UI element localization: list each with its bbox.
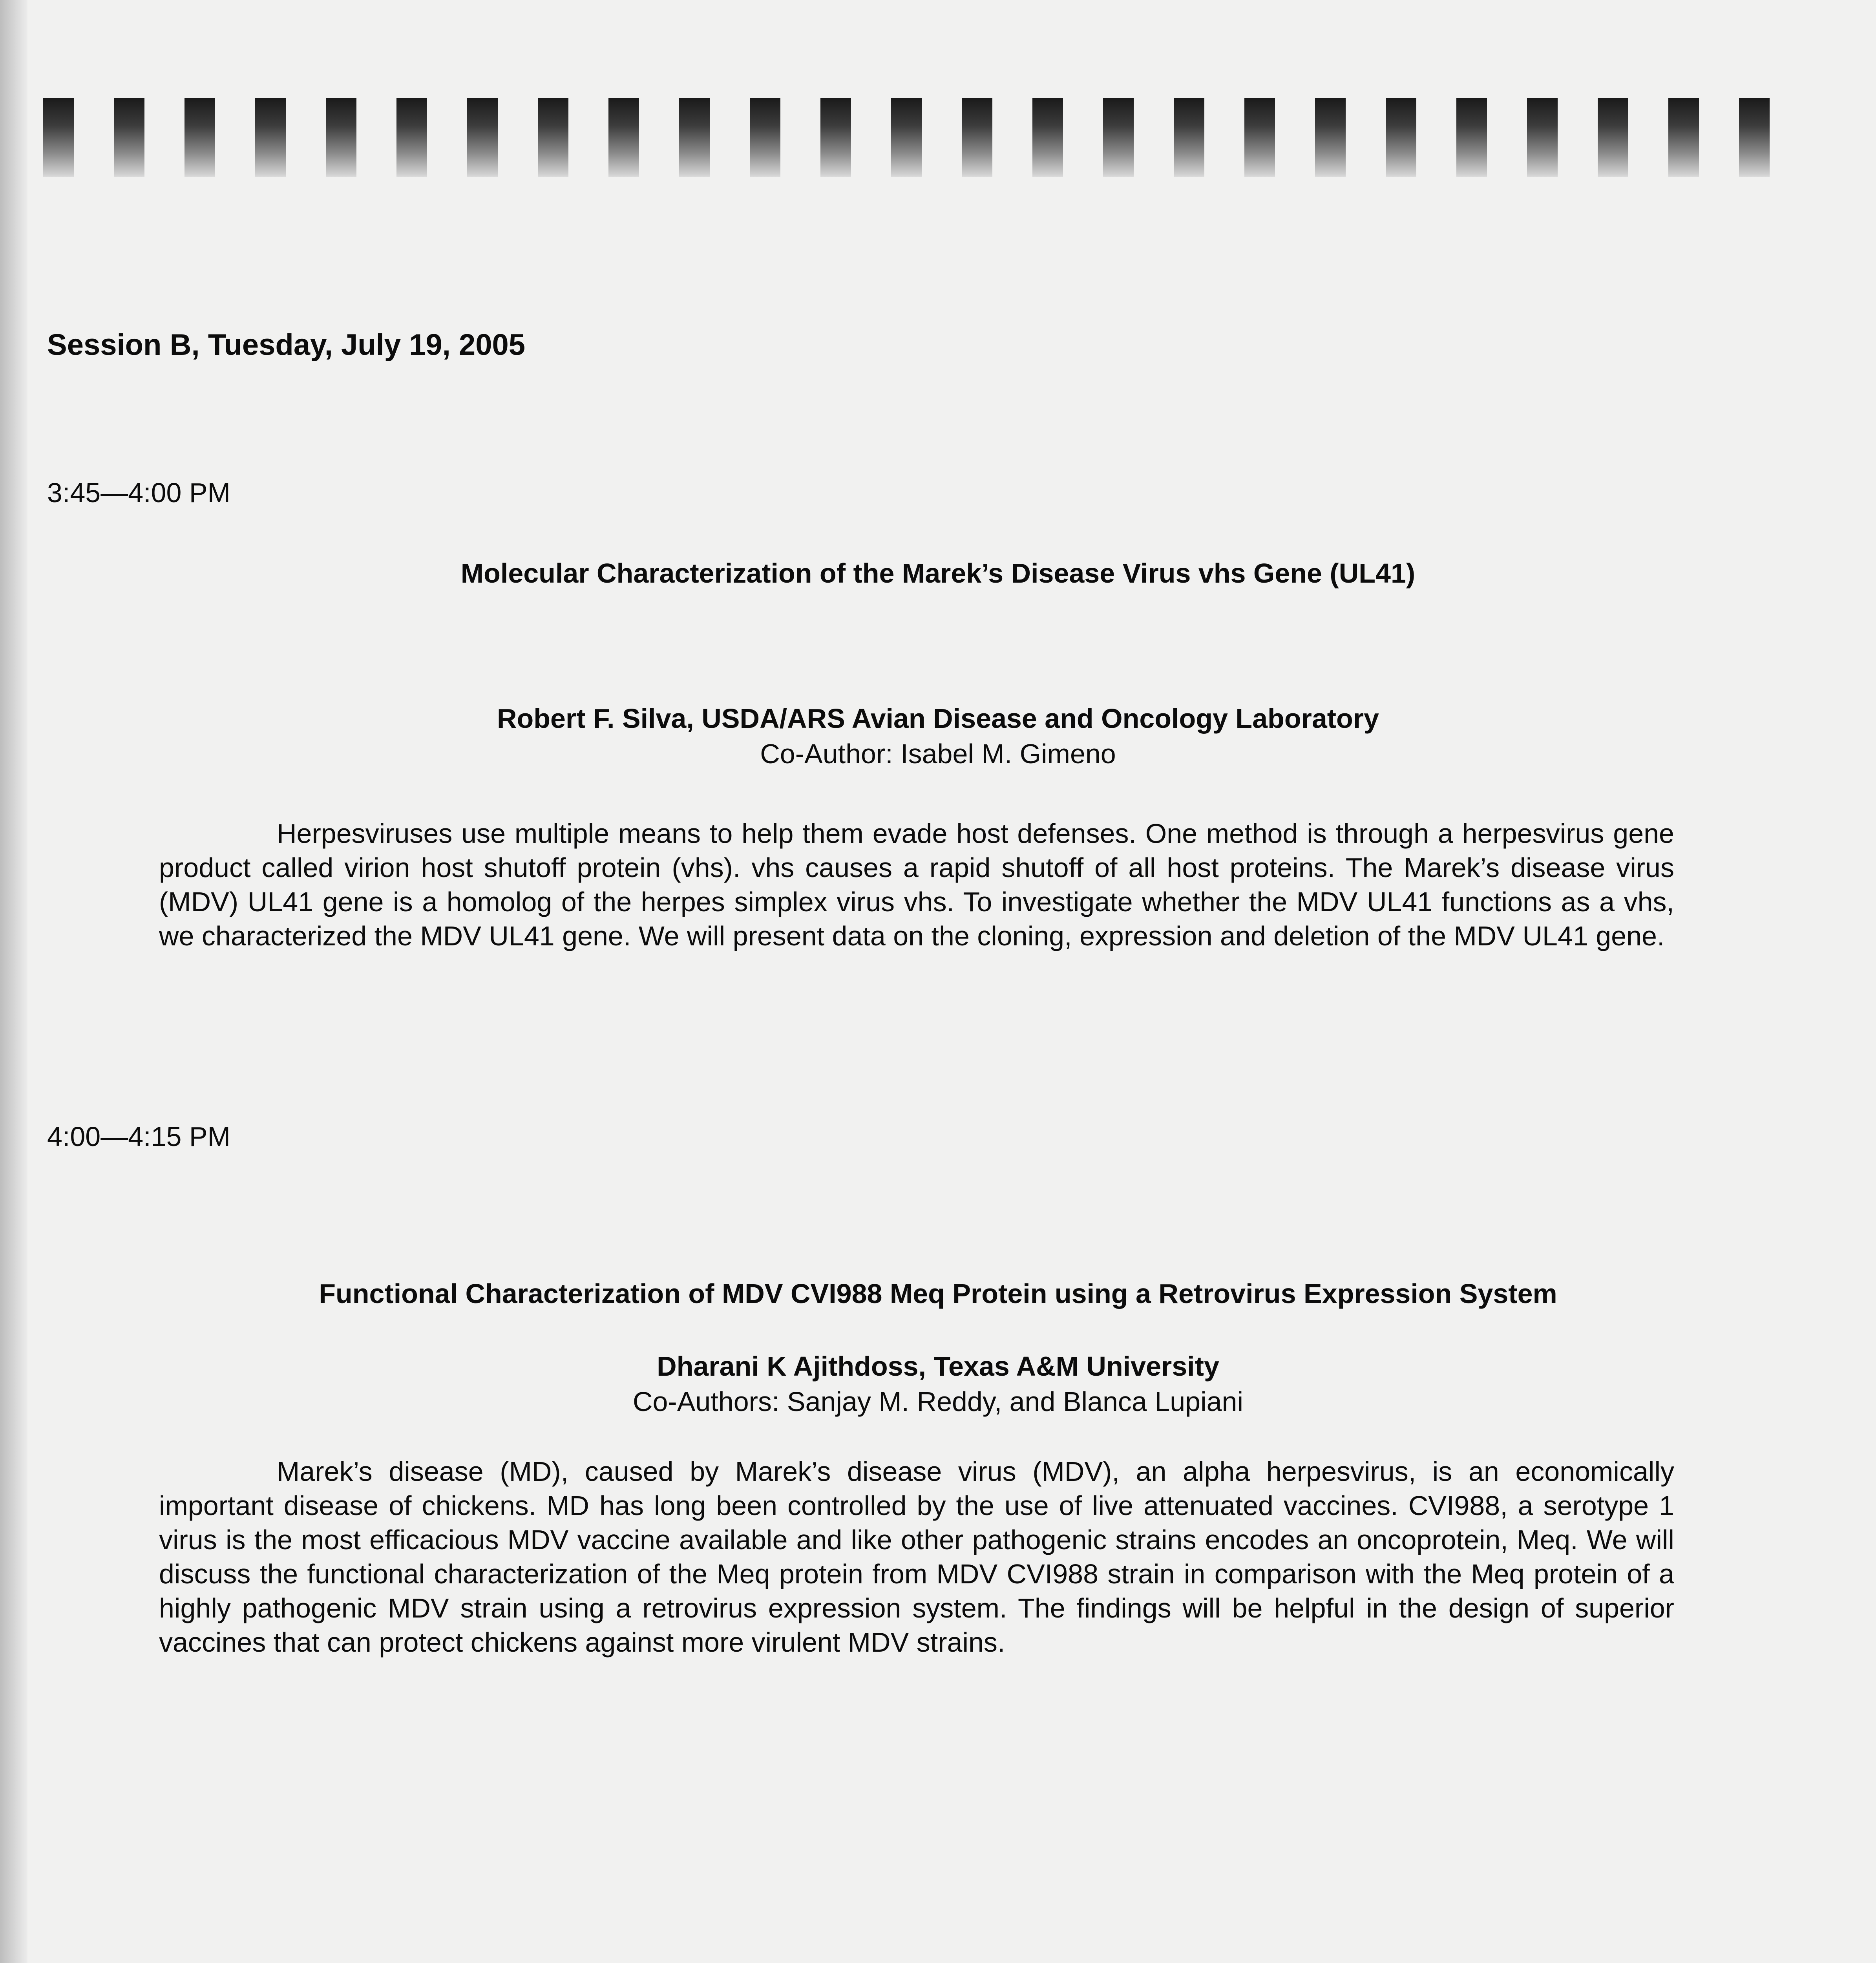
header-bar <box>326 98 356 177</box>
header-bar <box>1456 98 1487 177</box>
header-bar <box>1386 98 1416 177</box>
header-bar <box>396 98 427 177</box>
header-bar <box>1315 98 1346 177</box>
talk-1-abstract: Herpesviruses use multiple means to help them evade host defenses. One method is through a herpesvirus gene product called virion host shutoff protein (vhs). vhs causes a rapid shutoff of all host proteins. The Marek’s disease virus (MDV) UL41 gene is a homolog of the herpes simplex virus vhs. To investigate whether the MDV UL41 functions as a vhs, we characterized the MDV UL41 gene. We will present data on the cloning, expression and deletion of the MDV UL41 gene. <box>159 818 1674 951</box>
header-bar-decoration <box>43 98 1810 177</box>
header-bar <box>43 98 74 177</box>
talk-2-title: Functional Characterization of MDV CVI988 Meq Protein using a Retrovirus Expression System <box>319 1278 1557 1309</box>
header-bar <box>1244 98 1275 177</box>
talk-2-presenter: Dharani K Ajithdoss, Texas A&M University <box>657 1351 1219 1382</box>
header-bar <box>255 98 286 177</box>
talk-1-title: Molecular Characterization of the Marek’s Disease Virus vhs Gene (UL41) <box>460 558 1416 589</box>
talk-1-coauthors: Co-Author: Isabel M. Gimeno <box>760 738 1116 769</box>
header-bar <box>538 98 568 177</box>
page-binding-shadow <box>0 0 27 1963</box>
header-bar <box>891 98 922 177</box>
header-bar <box>1739 98 1770 177</box>
talk-2-time: 4:00—4:15 PM <box>47 1121 230 1152</box>
talk-2-abstract: Marek’s disease (MD), caused by Marek’s disease virus (MDV), an alpha herpesvirus, is an economically important disease of chickens. MD has long been controlled by the use of live attenuated vaccines. CVI988, a serotype 1 virus is the most efficacious MDV vaccine available and like other pathogenic strains encodes an oncoprotein, Meq. We will discuss the functional characterization of the Meq protein from MDV CVI988 strain in comparison with the Meq protein of a highly pathogenic MDV strain using a retrovirus expression system. The findings will be helpful in the design of superior vaccines that can protect chickens against more virulent MDV strains. <box>159 1456 1674 1658</box>
talk-1-time: 3:45—4:00 PM <box>47 477 230 508</box>
header-bar <box>1598 98 1628 177</box>
talk-2-coauthors: Co-Authors: Sanjay M. Reddy, and Blanca Lupiani <box>632 1386 1244 1417</box>
header-bar <box>1527 98 1558 177</box>
header-bar <box>679 98 710 177</box>
header-bar <box>962 98 992 177</box>
header-bar <box>820 98 851 177</box>
header-bar <box>184 98 215 177</box>
header-bar <box>114 98 144 177</box>
talk-1-presenter: Robert F. Silva, USDA/ARS Avian Disease and Oncology Laboratory <box>497 703 1379 734</box>
header-bar <box>608 98 639 177</box>
header-bar <box>1032 98 1063 177</box>
header-bar <box>467 98 498 177</box>
header-bar <box>1174 98 1204 177</box>
header-bar <box>1668 98 1699 177</box>
session-title: Session B, Tuesday, July 19, 2005 <box>47 328 526 362</box>
header-bar <box>1103 98 1134 177</box>
header-bar <box>750 98 780 177</box>
